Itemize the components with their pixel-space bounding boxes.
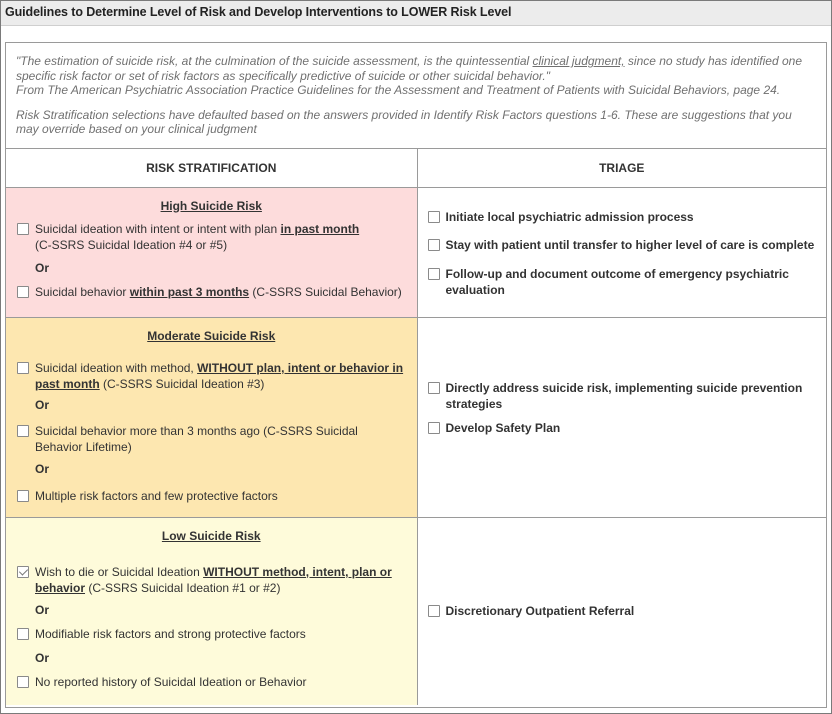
high-risk-title: High Suicide Risk bbox=[160, 198, 262, 213]
low-risk-title: Low Suicide Risk bbox=[161, 528, 261, 543]
or-label: Or bbox=[35, 461, 50, 476]
clinical-judgment-link[interactable]: clinical judgment, bbox=[532, 54, 625, 68]
or-label: Or bbox=[35, 397, 50, 412]
quote-text-end: since no study has identified one specific risk factor or set of risk factors as specifically predictive of suicide or other suicidal behavior." bbox=[16, 54, 803, 83]
high-risk-triage-cell bbox=[417, 187, 826, 317]
low-risk-cell bbox=[6, 517, 417, 705]
low-risk-item[interactable]: Wish to die or Suicidal Ideation WITHOUT method, intent, plan or behavior (C-SSRS Suicidal Ideation #1 or #2) bbox=[16, 564, 407, 596]
moderate-risk-item[interactable]: Multiple risk factors and few protective factors bbox=[16, 488, 407, 504]
checkbox[interactable] bbox=[428, 382, 440, 394]
moderate-risk-triage-cell bbox=[417, 317, 826, 517]
triage-item[interactable]: Directly address suicide risk, implementing suicide prevention strategies bbox=[427, 380, 817, 412]
moderate-risk-item[interactable]: Suicidal ideation with method, WITHOUT plan, intent or behavior in past month (C-SSRS Suicidal Ideation #3) bbox=[16, 360, 407, 392]
low-risk-item[interactable]: Modifiable risk factors and strong protective factors bbox=[16, 626, 407, 642]
high-risk-row bbox=[6, 187, 826, 317]
checkbox[interactable] bbox=[17, 425, 29, 437]
high-risk-item[interactable]: Suicidal ideation with intent or intent with plan in past month (C-SSRS Suicidal Ideation #4 or #5) bbox=[16, 221, 407, 253]
risk-stratification-header: RISK STRATIFICATION bbox=[6, 149, 417, 187]
checkbox[interactable] bbox=[17, 676, 29, 688]
triage-item[interactable]: Initiate local psychiatric admission process bbox=[427, 209, 817, 225]
checkbox[interactable] bbox=[17, 286, 29, 298]
quote-text: "The estimation of suicide risk, at the culmination of the suicide assessment, is the quintessential bbox=[16, 54, 533, 68]
checkbox[interactable] bbox=[428, 268, 440, 280]
or-label: Or bbox=[35, 260, 50, 275]
intro-note: Risk Stratification selections have defaulted based on the answers provided in Identify Risk Factors questions 1-6. These are suggestions that you may override based on your clinical judgment bbox=[16, 107, 792, 136]
checkbox[interactable] bbox=[428, 239, 440, 251]
intro-source: From The American Psychiatric Association Practice Guidelines for the Assessment and Treatment of Patients with Suicidal Behaviors, page 24. bbox=[16, 83, 781, 97]
or-label: Or bbox=[35, 602, 50, 617]
checkbox[interactable] bbox=[428, 422, 440, 434]
moderate-risk-cell bbox=[6, 317, 417, 517]
low-risk-row bbox=[6, 517, 826, 705]
triage-item[interactable]: Discretionary Outpatient Referral bbox=[427, 603, 817, 619]
checkbox[interactable] bbox=[428, 211, 440, 223]
checkbox[interactable] bbox=[17, 362, 29, 374]
panel-title: Guidelines to Determine Level of Risk and Develop Interventions to LOWER Risk Level bbox=[1, 1, 831, 26]
checkbox[interactable] bbox=[17, 490, 29, 502]
high-risk-cell bbox=[6, 187, 417, 317]
intro-text bbox=[6, 43, 826, 149]
triage-item[interactable]: Develop Safety Plan bbox=[427, 420, 817, 436]
checkbox-checked[interactable] bbox=[17, 566, 29, 578]
low-risk-triage-cell bbox=[417, 517, 826, 705]
intro-quote bbox=[16, 54, 816, 83]
high-risk-item[interactable]: Suicidal behavior within past 3 months (C-SSRS Suicidal Behavior) bbox=[16, 284, 407, 300]
triage-header: TRIAGE bbox=[417, 149, 826, 187]
triage-item[interactable]: Stay with patient until transfer to higher level of care is complete bbox=[427, 237, 817, 253]
moderate-risk-row bbox=[6, 317, 826, 517]
triage-item[interactable]: Follow-up and document outcome of emergency psychiatric evaluation bbox=[427, 266, 817, 298]
checkbox[interactable] bbox=[17, 223, 29, 235]
checkbox[interactable] bbox=[17, 628, 29, 640]
moderate-risk-title: Moderate Suicide Risk bbox=[147, 328, 276, 343]
guidelines-content bbox=[5, 42, 827, 708]
risk-table bbox=[6, 149, 826, 705]
table-header-row bbox=[6, 149, 826, 187]
or-label: Or bbox=[35, 650, 50, 665]
low-risk-item[interactable]: No reported history of Suicidal Ideation or Behavior bbox=[16, 674, 407, 690]
checkbox[interactable] bbox=[428, 605, 440, 617]
moderate-risk-item[interactable]: Suicidal behavior more than 3 months ago (C-SSRS Suicidal Behavior Lifetime) bbox=[16, 423, 407, 455]
